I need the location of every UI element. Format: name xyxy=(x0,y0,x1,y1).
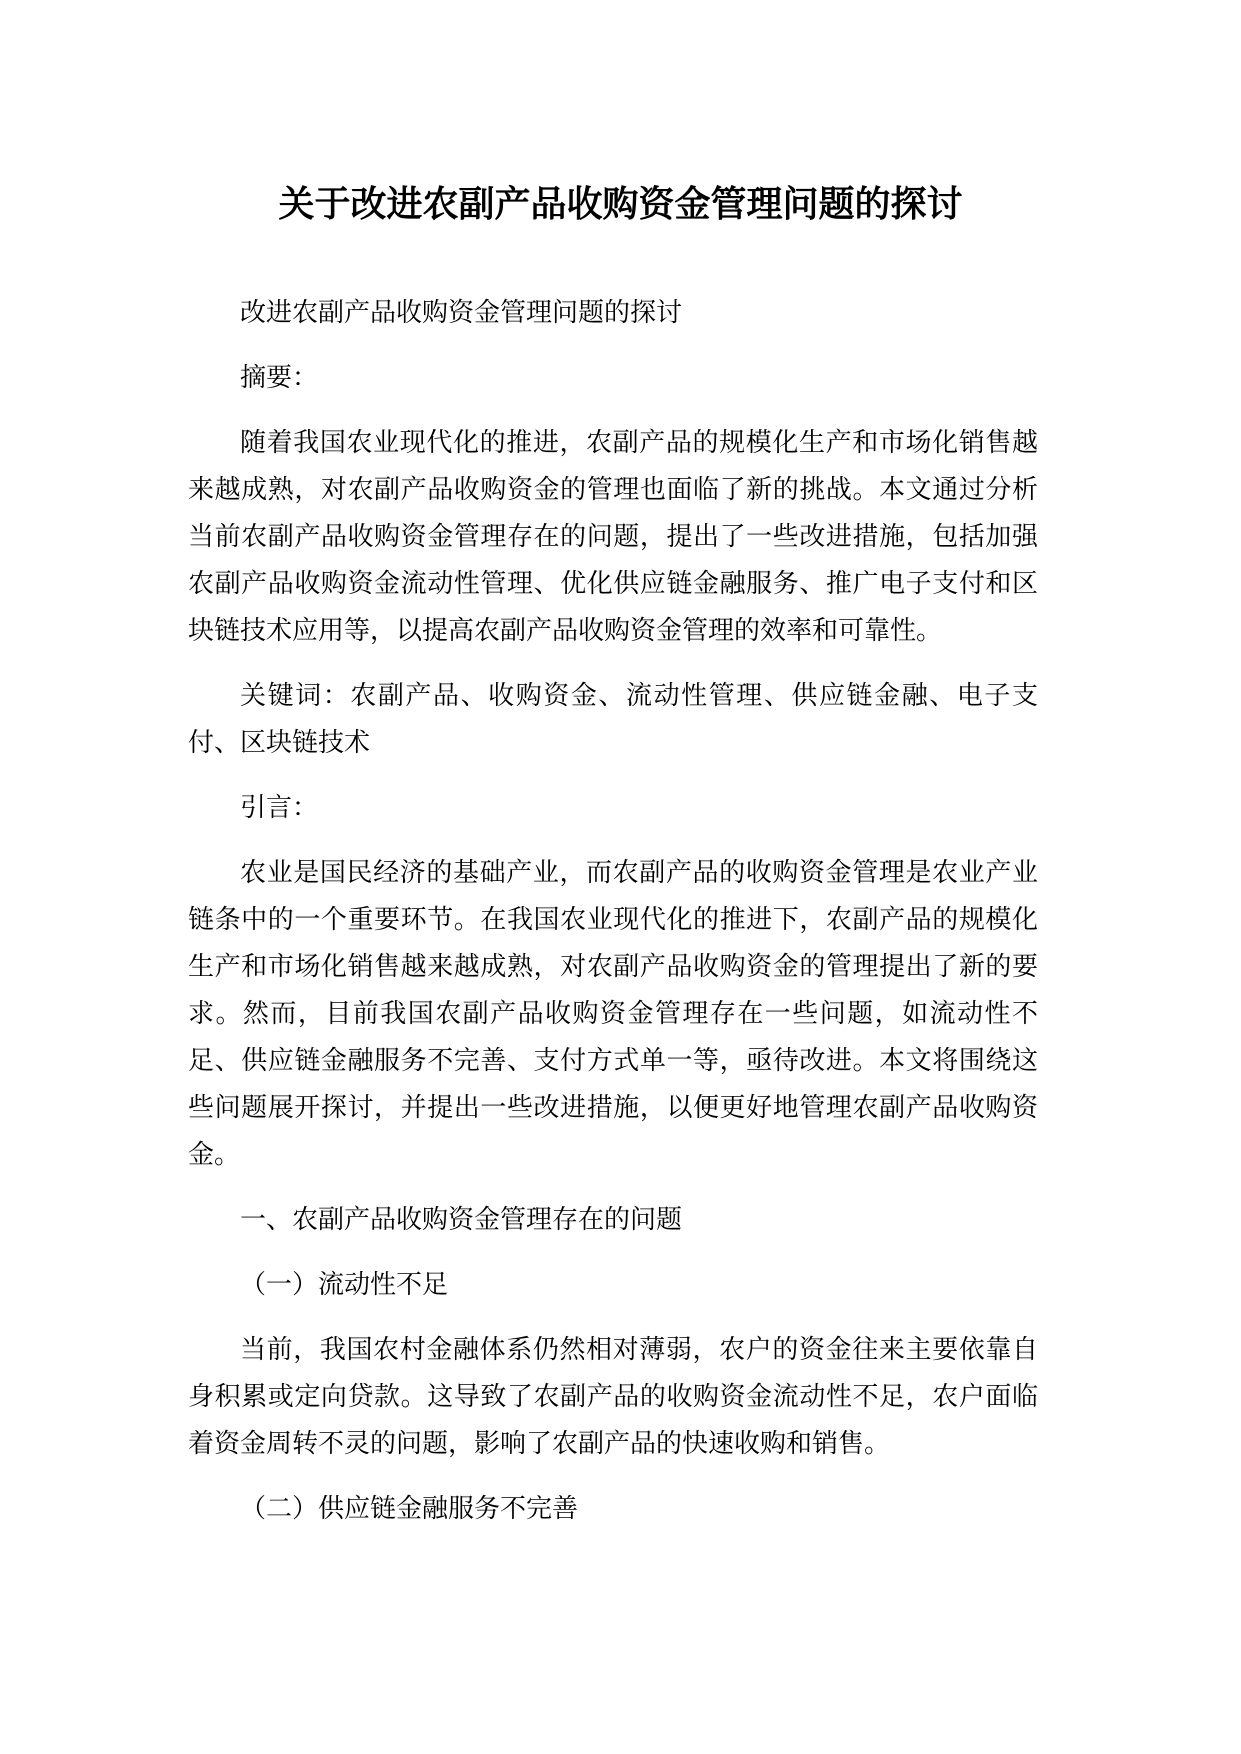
document-title: 关于改进农副产品收购资金管理问题的探讨 xyxy=(278,184,963,225)
subsection-heading-2: （二）供应链金融服务不完善 xyxy=(240,1494,579,1524)
subsection-heading-1: （一）流动性不足 xyxy=(240,1270,449,1300)
subsection-text-1: 当前，我国农村金融体系仍然相对薄弱，农户的资金往来主要依靠自身积累或定向贷款。这导致了农副产品的收购资金流动性不足，农户面临着资金周转不灵的问题，影响了农副产品的快速收购和销售。 xyxy=(188,1335,1038,1459)
section-heading-1: 一、农副产品收购资金管理存在的问题 xyxy=(240,1205,683,1235)
abstract-text: 随着我国农业现代化的推进，农副产品的规模化生产和市场化销售越来越成熟，对农副产品收购资金的管理也面临了新的挑战。本文通过分析当前农副产品收购资金管理存在的问题，提出了一些改进措施，包括加强农副产品收购资金流动性管理、优化供应链金融服务、推广电子支付和区块链技术应用等，以提高农副产品收购资金管理的效率和可靠性。 xyxy=(188,428,1038,646)
document-body xyxy=(188,290,1038,1533)
abstract-heading: 摘要： xyxy=(240,363,319,393)
intro-text: 农业是国民经济的基础产业，而农副产品的收购资金管理是农业产业链条中的一个重要环节。在我国农业现代化的推进下，农副产品的规模化生产和市场化销售越来越成熟，对农副产品收购资金的管理提出了新的要求。然而，目前我国农副产品收购资金管理存在一些问题，如流动性不足、供应链金融服务不完善、支付方式单一等，亟待改进。本文将围绕这些问题展开探讨，并提出一些改进措施，以便更好地管理农副产品收购资金。 xyxy=(188,858,1038,1170)
subtitle: 改进农副产品收购资金管理问题的探讨 xyxy=(240,298,683,328)
intro-heading: 引言： xyxy=(240,793,319,823)
keywords: 关键词：农副产品、收购资金、流动性管理、供应链金融、电子支付、区块链技术 xyxy=(188,681,1038,758)
